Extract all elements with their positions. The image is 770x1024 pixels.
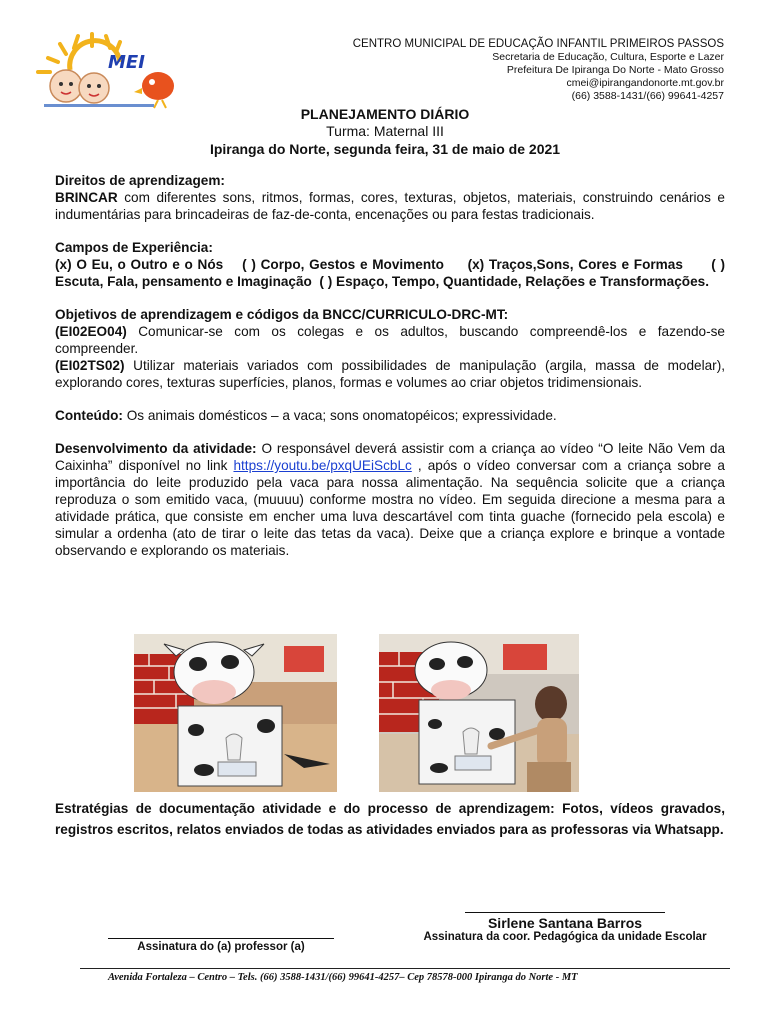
fields-heading: Campos de Experiência: (55, 240, 213, 255)
main-content (55, 172, 729, 559)
email: cmei@ipirangandonorte.mt.gov.br (566, 77, 724, 89)
content-paragraph (55, 407, 725, 424)
activity-photo-2 (379, 634, 579, 792)
coordinator-name: Sirlene Santana Barros (487, 915, 643, 931)
phones: (66) 3588-1431/(66) 99641-4257 (571, 90, 724, 102)
header-info (353, 38, 724, 103)
coordinator-signature-label: Assinatura da coor. Pedagógica da unidade Escolar (423, 931, 707, 943)
activity-photo-1 (134, 634, 337, 792)
prefecture: Prefeitura De Ipiranga Do Norte - Mato Grosso (506, 64, 724, 76)
page-title: PLANEJAMENTO DIÁRIO (300, 106, 470, 122)
objectives-heading: Objetivos de aprendizagem e códigos da BNCC/CURRICULO-DRC-MT: (55, 307, 509, 322)
development-text-2: , após o vídeo conversar com a criança sobre a importância do leite produzido pela vaca para nossa alimentação. Na sequência solicite que a criança reproduza o som emitido vaca, (muuuu) conforme mostra no vídeo. Em seguida direcione a mesma para a atividade prática, que consiste em encher uma luva descartável com tinta guache (fornecido pela escola) e simular a ordenha (ato de tirar o leite das tetas da vaca). Deixe que a criança explore e brinque a vontade observando e explorando os materiais. (55, 458, 725, 558)
content-label: Conteúdo: (55, 408, 123, 423)
document-titles (0, 106, 770, 159)
date-line: Ipiranga do Norte, segunda feira, 31 de maio de 2021 (209, 141, 561, 157)
objective-code: (EI02EO04) (55, 324, 127, 339)
school-logo (30, 30, 190, 110)
content-text: Os animais domésticos – a vaca; sons onomatopéicos; expressividade. (122, 408, 557, 423)
development-label: Desenvolvimento da atividade: (55, 441, 257, 456)
logo-text: MEI (108, 52, 145, 73)
rights-text: com diferentes sons, ritmos, formas, cores, texturas, objetos, materiais, construindo cenários e indumentárias para brincadeiras de faz-de-conta, encenações ou para festas tradicionais. (55, 190, 725, 222)
fields-text: (x) O Eu, o Outro e o Nós ( ) Corpo, Gestos e Movimento (x) Traços,Sons, Cores e Formas ( ) Escuta, Fala, pensamento e Imaginação ( ) Espaço, Tempo, Quantidade, Relações e Transformações. (55, 257, 729, 289)
secretariat: Secretaria de Educação, Cultura, Esporte e Lazer (492, 51, 724, 63)
objective-text: Comunicar-se com os colegas e os adultos, buscando compreendê-los e fazendo-se compreender. (55, 324, 725, 356)
rights-heading: Direitos de aprendizagem: (55, 173, 225, 188)
objective-text: Utilizar materiais variados com possibilidades de manipulação (argila, massa de modelar), explorando cores, texturas superfícies, planos, formas e volumes ao criar objetos tridimensionais. (55, 358, 725, 390)
class-line: Turma: Maternal III (326, 123, 444, 139)
documentation-strategy: Estratégias de documentação atividade e do processo de aprendizagem: Fotos, vídeos gravados, registros escritos, relatos enviados de todas as atividades enviados para as professoras via Whatsapp. (55, 801, 725, 837)
teacher-signature (108, 928, 334, 953)
objective-item (55, 323, 725, 357)
objective-code: (EI02TS02) (55, 358, 125, 373)
footer-divider (80, 968, 730, 969)
video-link[interactable]: https://youtu.be/pxqUEiScbLc (233, 458, 412, 473)
development-text-1: O responsável deverá assistir com a criança ao vídeo “O leite Não Vem da Caixinha” disponível no link (55, 441, 725, 473)
rights-paragraph (55, 189, 725, 223)
objective-item (55, 357, 725, 391)
coordinator-signature (400, 912, 730, 943)
rights-lead: BRINCAR (55, 190, 118, 205)
footer-address: Avenida Fortaleza – Centro – Tels. (66) 3588-1431/(66) 99641-4257– Cep 78578-000 Ipiranga do Norte - MT (108, 972, 578, 983)
teacher-signature-label: Assinatura do (a) professor (a) (137, 941, 305, 953)
development-paragraph (55, 440, 725, 559)
institution-name: CENTRO MUNICIPAL DE EDUCAÇÃO INFANTIL PRIMEIROS PASSOS (352, 38, 724, 50)
